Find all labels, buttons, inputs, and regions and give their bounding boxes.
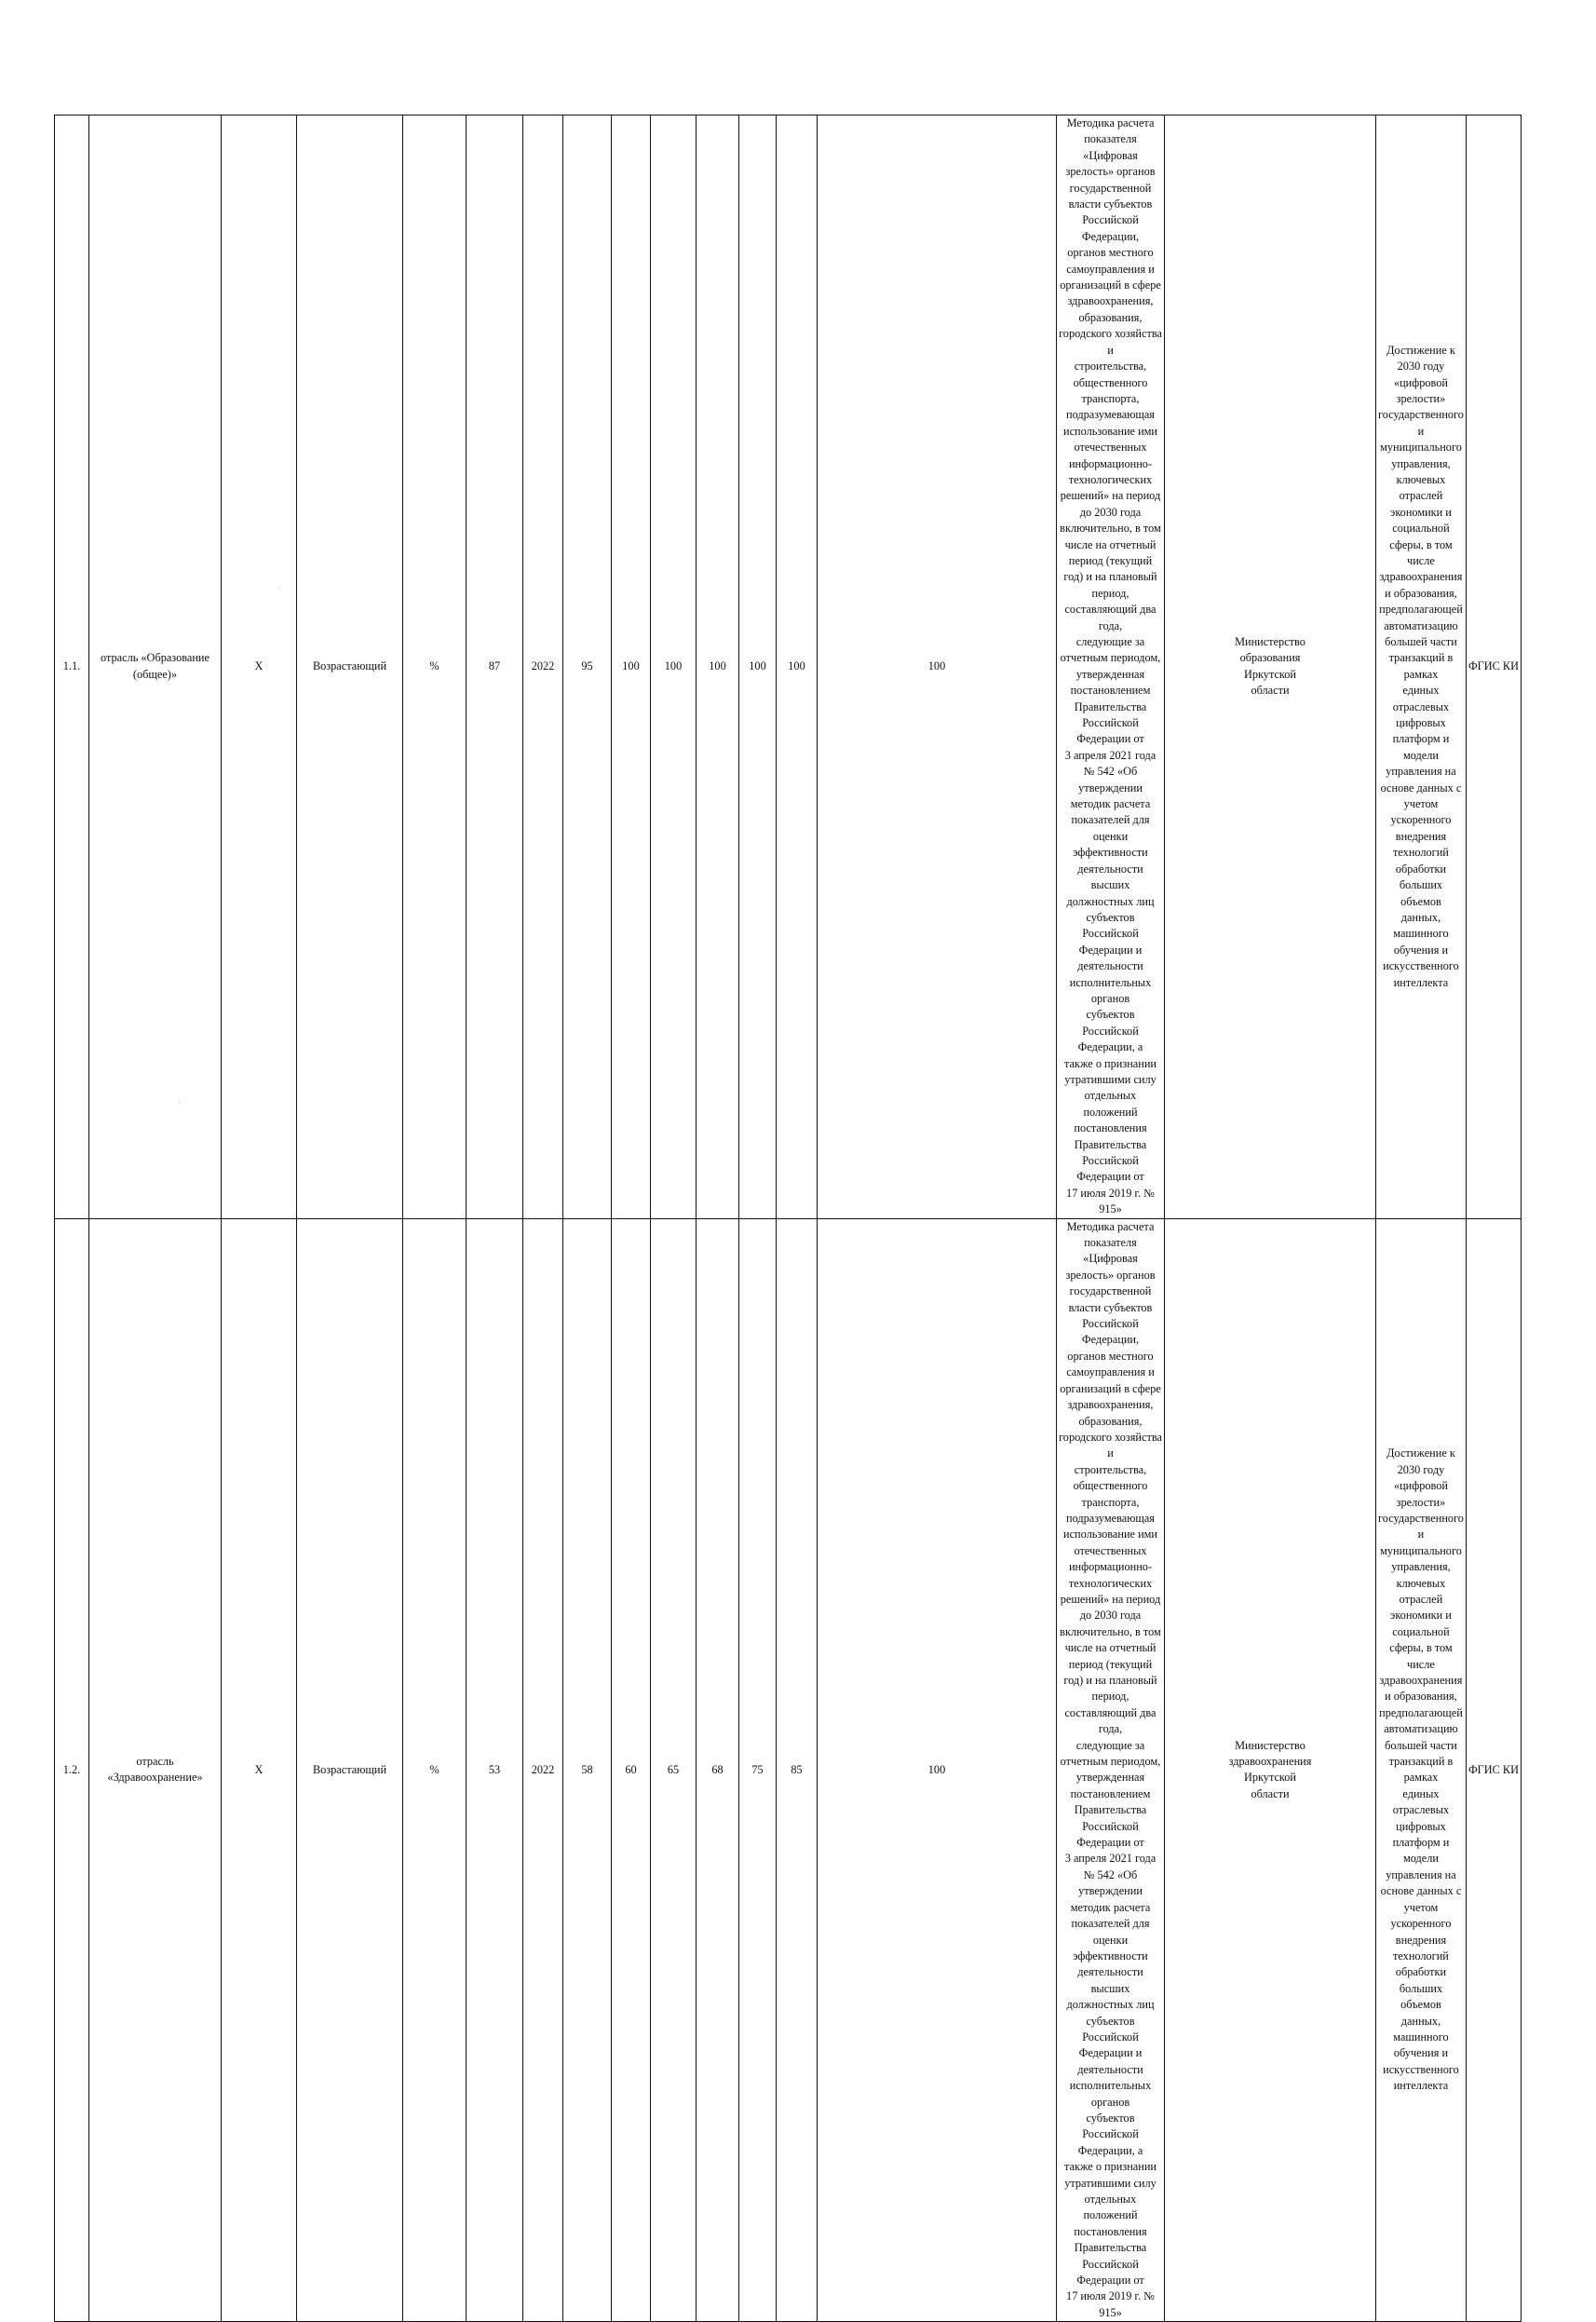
goal-cell: Достижение к 2030 году «цифровой зрелости» государственного и муниципального управления, ключевых отраслей экономики и социальной сферы, в том числе здравоохранения и образования, предполагающей автоматизацию большей части транзакций в рамках единых отраслевых цифровых платформ и модели управления на основе данных с учетом ускоренного внедрения технологий обработки больших объемов данных, машинного обучения и искусственного интеллекта — [1376, 115, 1467, 1219]
base-year-cell: 2022 — [523, 115, 563, 1219]
mark-cell: X — [222, 115, 297, 1219]
indicator-name: отрасль «Образование (общее)» — [89, 115, 222, 1219]
responsible-cell: Министерство образования Иркутской области — [1165, 115, 1376, 1219]
base-value-cell: 87 — [467, 115, 523, 1219]
value-cell: 100 — [818, 1218, 1057, 2322]
trend-cell: Возрастающий — [297, 1218, 403, 2322]
value-cell: 100 — [697, 115, 739, 1219]
method-cell: Методика расчета показателя «Цифровая зрелость» органов государственной власти субъектов Российской Федерации, органов местного самоуправления и организаций в сфере здравоохранения, образования, городского хозяйства и строительства, общественного транспорта, подразумевающая использование ими отечественных информационно-технологических решений» на период до 2030 года включительно, в том числе на отчетный период (текущий год) и на плановый период, составляющий два года, следующие за отчетным периодом, утвержденная постановлением Правительства Российской Федерации от 3 апреля 2021 года № 542 «Об утверждении методик расчета показателей для оценки эффективности деятельности высших должностных лиц субъектов Российской Федерации и деятельности исполнительных органов субъектов Российской Федерации, а также о признании утратившими силу отдельных положений постановления Правительства Российской Федерации от 17 июля 2019 г. № 915» — [1057, 1218, 1165, 2322]
table-row — [55, 1218, 1522, 2322]
goal-cell: Достижение к 2030 году «цифровой зрелости» государственного и муниципального управления, ключевых отраслей экономики и социальной сферы, в том числе здравоохранения и образования, предполагающей автоматизацию большей части транзакций в рамках единых отраслевых цифровых платформ и модели управления на основе данных с учетом ускоренного внедрения технологий обработки больших объемов данных, машинного обучения и искусственного интеллекта — [1376, 1218, 1467, 2322]
table-row — [55, 115, 1522, 1219]
value-cell: 58 — [563, 1218, 612, 2322]
value-cell: 68 — [697, 1218, 739, 2322]
value-cell: 95 — [563, 115, 612, 1219]
mark-cell: X — [222, 1218, 297, 2322]
value-cell: 100 — [739, 115, 777, 1219]
value-cell: 100 — [612, 115, 651, 1219]
value-cell: 100 — [777, 115, 818, 1219]
indicator-name: отрасль «Здравоохранение» — [89, 1218, 222, 2322]
unit-cell: % — [403, 115, 467, 1219]
indicators-table — [54, 115, 1522, 2322]
row-number: 1.1. — [55, 115, 89, 1219]
value-cell: 85 — [777, 1218, 818, 2322]
value-cell: 100 — [818, 115, 1057, 1219]
value-cell: 100 — [651, 115, 697, 1219]
value-cell: 60 — [612, 1218, 651, 2322]
value-cell: 65 — [651, 1218, 697, 2322]
system-cell: ФГИС КИ — [1466, 1218, 1521, 2322]
method-cell: Методика расчета показателя «Цифровая зрелость» органов государственной власти субъектов Российской Федерации, органов местного самоуправления и организаций в сфере здравоохранения, образования, городского хозяйства и строительства, общественного транспорта, подразумевающая использование ими отечественных информационно-технологических решений» на период до 2030 года включительно, в том числе на отчетный период (текущий год) и на плановый период, составляющий два года, следующие за отчетным периодом, утвержденная постановлением Правительства Российской Федерации от 3 апреля 2021 года № 542 «Об утверждении методик расчета показателей для оценки эффективности деятельности высших должностных лиц субъектов Российской Федерации и деятельности исполнительных органов субъектов Российской Федерации, а также о признании утратившими силу отдельных положений постановления Правительства Российской Федерации от 17 июля 2019 г. № 915» — [1057, 115, 1165, 1219]
scan-artifact — [179, 1099, 180, 1105]
unit-cell: % — [403, 1218, 467, 2322]
base-year-cell: 2022 — [523, 1218, 563, 2322]
value-cell: 75 — [739, 1218, 777, 2322]
responsible-cell: Министерство здравоохранения Иркутской области — [1165, 1218, 1376, 2322]
trend-cell: Возрастающий — [297, 115, 403, 1219]
row-number: 1.2. — [55, 1218, 89, 2322]
system-cell: ФГИС КИ — [1466, 115, 1521, 1219]
scan-artifact — [279, 587, 280, 591]
base-value-cell: 53 — [467, 1218, 523, 2322]
